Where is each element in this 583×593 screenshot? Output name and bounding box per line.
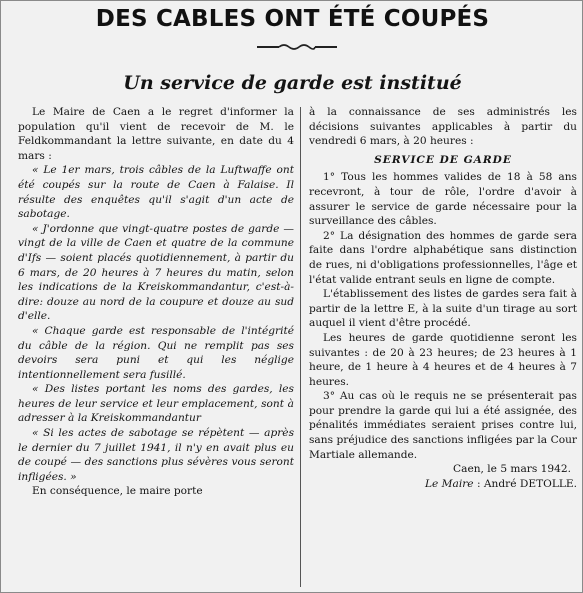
paragraph: « Chaque garde est responsable de l'intégrité du câble de la région. Qui ne remplit pas ses devoirs sera puni et qui les néglige intentionnellement sera fusillé. (18, 324, 294, 381)
paragraph: à la connaissance de ses administrés les décisions suivantes applicables à partir du vendredi 6 mars, à 20 heures : (309, 106, 577, 148)
paragraph: « Si les actes de sabotage se répètent — après le dernier du 7 juillet 1941, il n'y en avait plus eu de coupé — des sanctions plus sévères vous seront infligées. » (18, 427, 294, 483)
paragraph: 1° Tous les hommes valides de 18 à 58 ans recevront, à tour de rôle, l'ordre d'avoir à assurer le service de garde nécessaire pour la surveillance des câbles. (309, 171, 577, 228)
signature-name: André DETOLLE. (483, 477, 577, 490)
ornamental-rule (257, 42, 337, 52)
paragraph: En conséquence, le maire porte (32, 485, 203, 498)
dateline: Caen, le 5 mars 1942. (453, 463, 571, 476)
paragraph: 3° Au cas où le requis ne se présenterait pas pour prendre la garde qui lui a été assignée, des pénalités immédiates seraient prises contre lui, sans préjudice des sanctions infligées par la Cour Martiale allemande. (309, 390, 577, 461)
paragraph: « Le 1er mars, trois câbles de la Luftwaffe ont été coupés sur la route de Caen à Falaise. Il résulte des enquêtes qu'il s'agit d'un acte de sabotage. (18, 164, 294, 221)
paragraph: 2° La désignation des hommes de garde sera faite dans l'ordre alphabétique sans distinction de rues, ni d'obligations professionnelles, l'âge et l'état valide entrant seuls en ligne de compte. (309, 229, 577, 286)
section-heading: SERVICE DE GARDE (374, 153, 512, 166)
subheadline: Un service de garde est institué (123, 72, 462, 94)
paragraph: Les heures de garde quotidienne seront les suivantes : de 20 à 23 heures; de 23 heures à 1 heure, de 1 heure à 4 heures et de 4 heures à 7 heures. (309, 331, 577, 388)
paragraph: Le Maire de Caen a le regret d'informer la population qu'il vient de recevoir de M. le Feldkommandant la lettre suivante, en date du 4 mars : (18, 106, 294, 162)
headline: DES CABLES ONT ÉTÉ COUPÉS (95, 6, 490, 32)
signature: Le Maire : André DETOLLE. (425, 477, 577, 490)
paragraph: « Des listes portant les noms des gardes, les heures de leur service et leur emplacement, sont à adresser à la Kreiskommandantur (18, 383, 294, 425)
column-divider (300, 107, 301, 587)
right-column (309, 105, 577, 589)
paragraph: « J'ordonne que vingt-quatre postes de garde — vingt de la ville de Caen et quatre de la commune d'Ifs — soient placés quotidiennement, à partir du 6 mars, de 20 heures à 7 heures du matin, selon les indications de la Kreiskommandantur, c'est-à-dire: douze au nord de la coupure et douze au sud d'elle. (18, 222, 294, 323)
left-column (18, 105, 294, 589)
signature-role: Le Maire (425, 477, 474, 490)
paragraph: L'établissement des listes de gardes sera fait à partir de la lettre E, à la suite d'un tirage au sort auquel il vient d'être procédé. (309, 288, 577, 330)
